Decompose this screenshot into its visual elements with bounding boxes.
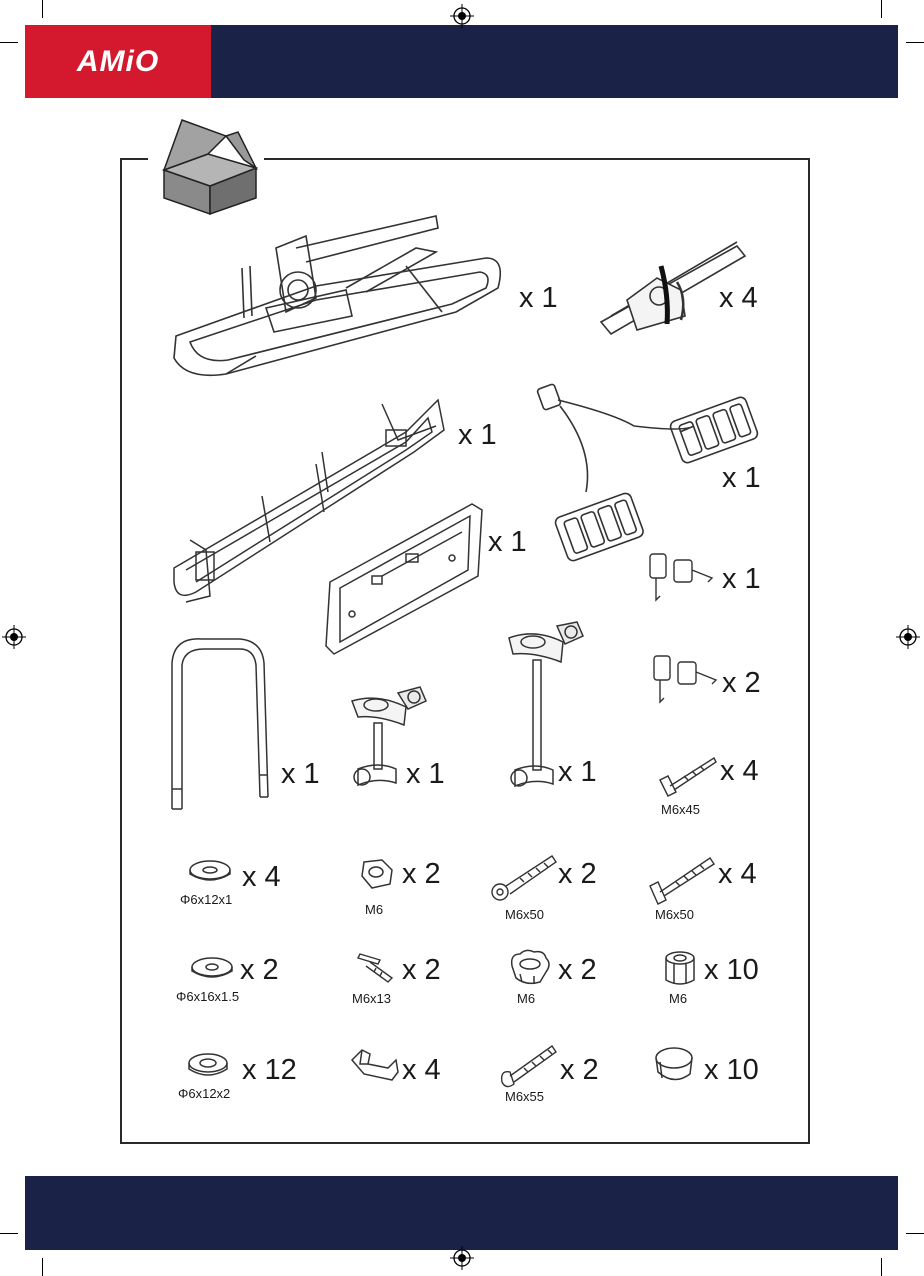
spec-label: M6x13 bbox=[352, 991, 392, 1006]
qty-label: x 1 bbox=[281, 758, 320, 790]
spec-label: M6 bbox=[517, 991, 536, 1006]
crop-mark bbox=[42, 1258, 43, 1276]
qty-label: x 1 bbox=[458, 419, 497, 451]
qty-label: x 1 bbox=[722, 462, 761, 494]
spec-label: M6x50 bbox=[505, 907, 545, 922]
t-bolt-icon bbox=[644, 852, 716, 906]
qty-label: x 1 bbox=[519, 282, 558, 314]
crop-mark bbox=[906, 42, 924, 43]
registration-mark-icon bbox=[896, 625, 920, 649]
crop-mark bbox=[0, 42, 18, 43]
flat-washer-icon bbox=[185, 1051, 231, 1079]
acorn-nut-icon bbox=[660, 950, 700, 988]
registration-mark-icon bbox=[2, 625, 26, 649]
qty-label: x 1 bbox=[722, 563, 761, 595]
spec-label: M6x55 bbox=[505, 1089, 545, 1104]
qty-label: x 2 bbox=[558, 858, 597, 890]
keys-icon bbox=[642, 550, 716, 604]
footer-bar bbox=[25, 1176, 898, 1250]
crop-mark bbox=[881, 0, 882, 18]
qty-label: x 2 bbox=[560, 1054, 599, 1086]
qty-label: x 2 bbox=[402, 858, 441, 890]
qty-label: x 2 bbox=[558, 954, 597, 986]
qty-label: x 4 bbox=[402, 1054, 441, 1086]
rubber-cap-icon bbox=[652, 1044, 696, 1088]
qty-label: x 1 bbox=[406, 758, 445, 790]
qty-label: x 10 bbox=[704, 954, 759, 986]
tail-light-pair-icon bbox=[534, 380, 754, 564]
qty-label: x 4 bbox=[718, 858, 757, 890]
qty-label: x 1 bbox=[488, 526, 527, 558]
brand-logo bbox=[25, 25, 211, 98]
crop-mark bbox=[42, 0, 43, 18]
flat-washer-icon bbox=[188, 955, 236, 981]
flat-washer-icon bbox=[186, 858, 234, 884]
qty-label: x 1 bbox=[558, 756, 597, 788]
end-cap-icon bbox=[348, 1046, 400, 1082]
spec-label: Φ6x12x2 bbox=[178, 1086, 231, 1101]
spec-label: M6x50 bbox=[655, 907, 695, 922]
qty-label: x 4 bbox=[242, 861, 281, 893]
spec-label: M6 bbox=[365, 902, 384, 917]
spec-label: M6 bbox=[669, 991, 688, 1006]
license-plate-holder-icon bbox=[322, 496, 486, 660]
qty-label: x 4 bbox=[720, 755, 759, 787]
registration-mark-icon bbox=[450, 1246, 474, 1270]
bike-carrier-base-icon bbox=[166, 208, 506, 380]
qty-label: x 2 bbox=[722, 667, 761, 699]
spec-label: Φ6x16x1.5 bbox=[176, 989, 240, 1004]
spec-label: Φ6x12x1 bbox=[180, 892, 233, 907]
spec-label: M6x45 bbox=[661, 802, 701, 817]
qty-label: x 10 bbox=[704, 1054, 759, 1086]
qty-label: x 4 bbox=[719, 282, 758, 314]
box-icon bbox=[158, 114, 262, 218]
hex-nut-icon bbox=[356, 856, 396, 892]
crop-mark bbox=[0, 1233, 18, 1234]
crop-mark bbox=[881, 1258, 882, 1276]
qty-label: x 2 bbox=[240, 954, 279, 986]
registration-mark-icon bbox=[450, 4, 474, 28]
u-shaped-bar-icon bbox=[160, 633, 276, 811]
qty-label: x 12 bbox=[242, 1054, 297, 1086]
carriage-bolt-icon bbox=[498, 1040, 558, 1092]
allen-bolt-icon bbox=[488, 852, 558, 902]
logo-text: AMiO bbox=[76, 44, 160, 78]
t-bolt-icon bbox=[654, 752, 718, 798]
qty-label: x 2 bbox=[402, 954, 441, 986]
crop-mark bbox=[906, 1233, 924, 1234]
keys-icon bbox=[646, 652, 720, 706]
star-knob-icon bbox=[506, 948, 554, 986]
short-t-bolt-icon bbox=[356, 950, 400, 986]
